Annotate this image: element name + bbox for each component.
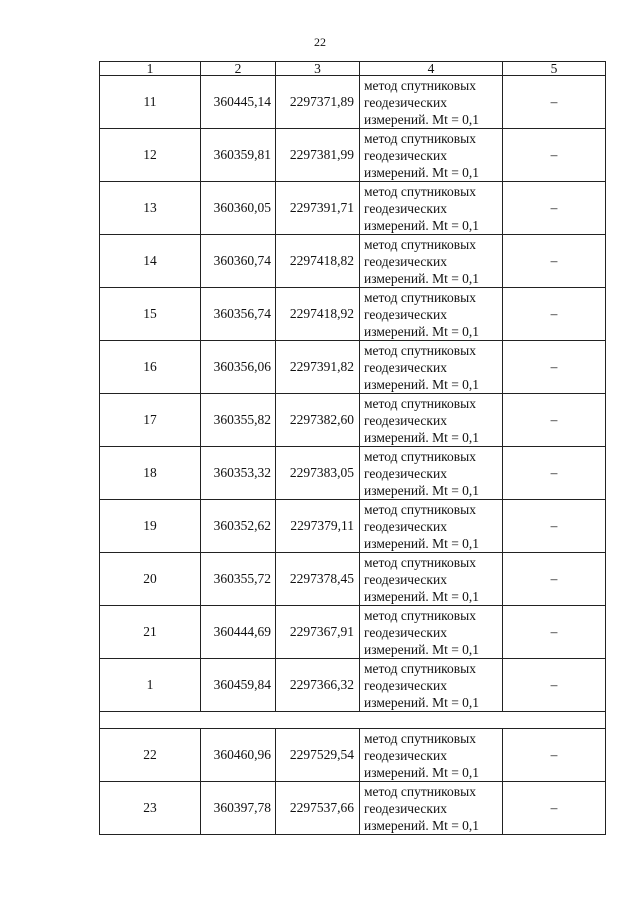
point-number-cell: 19 xyxy=(100,500,201,553)
coordinates-table xyxy=(99,61,606,835)
y-coordinate-cell: 2297366,32 xyxy=(276,659,360,712)
method-line: метод спутниковых xyxy=(364,289,476,305)
method-line: измерений. Mt = 0,1 xyxy=(364,429,480,445)
x-coordinate-cell: 360353,32 xyxy=(201,447,276,500)
y-coordinate-cell: 2297537,66 xyxy=(276,782,360,835)
note-cell: – xyxy=(503,553,606,606)
method-cell xyxy=(360,659,503,712)
method-line: метод спутниковых xyxy=(364,607,476,623)
method-line: измерений. Mt = 0,1 xyxy=(364,764,480,780)
y-coordinate-cell: 2297418,82 xyxy=(276,235,360,288)
method-line: метод спутниковых xyxy=(364,395,476,411)
method-line: метод спутниковых xyxy=(364,501,476,517)
x-coordinate-cell: 360355,72 xyxy=(201,553,276,606)
method-line: метод спутниковых xyxy=(364,660,476,676)
x-coordinate-cell: 360460,96 xyxy=(201,729,276,782)
table-row xyxy=(100,500,606,553)
table-row xyxy=(100,288,606,341)
method-line: измерений. Mt = 0,1 xyxy=(364,641,480,657)
y-coordinate-cell: 2297391,82 xyxy=(276,341,360,394)
method-line: измерений. Mt = 0,1 xyxy=(364,588,480,604)
method-line: измерений. Mt = 0,1 xyxy=(364,111,480,127)
y-coordinate-cell: 2297418,92 xyxy=(276,288,360,341)
y-coordinate-cell: 2297378,45 xyxy=(276,553,360,606)
method-line: геодезических xyxy=(364,747,447,763)
method-line: метод спутниковых xyxy=(364,77,476,93)
note-cell: – xyxy=(503,606,606,659)
point-number-cell: 13 xyxy=(100,182,201,235)
point-number-cell: 11 xyxy=(100,76,201,129)
method-cell xyxy=(360,606,503,659)
method-line: метод спутниковых xyxy=(364,783,476,799)
method-line: метод спутниковых xyxy=(364,236,476,252)
note-cell: – xyxy=(503,447,606,500)
point-number-cell: 15 xyxy=(100,288,201,341)
method-line: измерений. Mt = 0,1 xyxy=(364,694,480,710)
y-coordinate-cell: 2297383,05 xyxy=(276,447,360,500)
x-coordinate-cell: 360356,74 xyxy=(201,288,276,341)
y-coordinate-cell: 2297391,71 xyxy=(276,182,360,235)
method-line: метод спутниковых xyxy=(364,342,476,358)
table-row xyxy=(100,341,606,394)
header-col-3: 3 xyxy=(276,62,360,76)
x-coordinate-cell: 360445,14 xyxy=(201,76,276,129)
table-row xyxy=(100,782,606,835)
method-line: метод спутниковых xyxy=(364,554,476,570)
method-line: метод спутниковых xyxy=(364,448,476,464)
method-cell xyxy=(360,341,503,394)
method-line: геодезических xyxy=(364,677,447,693)
x-coordinate-cell: 360356,06 xyxy=(201,341,276,394)
method-cell xyxy=(360,182,503,235)
method-line: геодезических xyxy=(364,624,447,640)
x-coordinate-cell: 360360,05 xyxy=(201,182,276,235)
note-cell: – xyxy=(503,782,606,835)
note-cell: – xyxy=(503,129,606,182)
table-row xyxy=(100,76,606,129)
header-col-1: 1 xyxy=(100,62,201,76)
table-row xyxy=(100,394,606,447)
note-cell: – xyxy=(503,659,606,712)
x-coordinate-cell: 360360,74 xyxy=(201,235,276,288)
method-line: геодезических xyxy=(364,465,447,481)
method-cell xyxy=(360,782,503,835)
table-row xyxy=(100,235,606,288)
header-col-4: 4 xyxy=(360,62,503,76)
method-line: метод спутниковых xyxy=(364,130,476,146)
point-number-cell: 23 xyxy=(100,782,201,835)
note-cell: – xyxy=(503,288,606,341)
method-line: геодезических xyxy=(364,359,447,375)
y-coordinate-cell: 2297379,11 xyxy=(276,500,360,553)
point-number-cell: 14 xyxy=(100,235,201,288)
x-coordinate-cell: 360459,84 xyxy=(201,659,276,712)
header-col-2: 2 xyxy=(201,62,276,76)
method-line: геодезических xyxy=(364,94,447,110)
x-coordinate-cell: 360352,62 xyxy=(201,500,276,553)
method-cell xyxy=(360,288,503,341)
point-number-cell: 16 xyxy=(100,341,201,394)
method-cell xyxy=(360,500,503,553)
method-line: геодезических xyxy=(364,306,447,322)
x-coordinate-cell: 360355,82 xyxy=(201,394,276,447)
header-col-5: 5 xyxy=(503,62,606,76)
y-coordinate-cell: 2297382,60 xyxy=(276,394,360,447)
note-cell: – xyxy=(503,729,606,782)
table-row xyxy=(100,129,606,182)
method-line: измерений. Mt = 0,1 xyxy=(364,376,480,392)
y-coordinate-cell: 2297367,91 xyxy=(276,606,360,659)
method-cell xyxy=(360,447,503,500)
note-cell: – xyxy=(503,341,606,394)
note-cell: – xyxy=(503,394,606,447)
method-line: геодезических xyxy=(364,253,447,269)
method-cell xyxy=(360,394,503,447)
point-number-cell: 12 xyxy=(100,129,201,182)
method-cell xyxy=(360,235,503,288)
table-row xyxy=(100,553,606,606)
method-line: измерений. Mt = 0,1 xyxy=(364,535,480,551)
point-number-cell: 21 xyxy=(100,606,201,659)
method-line: измерений. Mt = 0,1 xyxy=(364,817,480,833)
note-cell: – xyxy=(503,235,606,288)
note-cell: – xyxy=(503,182,606,235)
point-number-cell: 22 xyxy=(100,729,201,782)
x-coordinate-cell: 360397,78 xyxy=(201,782,276,835)
method-line: геодезических xyxy=(364,571,447,587)
table-row xyxy=(100,606,606,659)
method-line: измерений. Mt = 0,1 xyxy=(364,270,480,286)
y-coordinate-cell: 2297381,99 xyxy=(276,129,360,182)
method-line: метод спутниковых xyxy=(364,183,476,199)
method-line: геодезических xyxy=(364,147,447,163)
y-coordinate-cell: 2297371,89 xyxy=(276,76,360,129)
x-coordinate-cell: 360359,81 xyxy=(201,129,276,182)
table-separator-row xyxy=(100,712,606,729)
coordinates-table-body xyxy=(100,62,606,835)
method-line: измерений. Mt = 0,1 xyxy=(364,164,480,180)
method-cell xyxy=(360,76,503,129)
method-line: метод спутниковых xyxy=(364,730,476,746)
method-line: геодезических xyxy=(364,200,447,216)
point-number-cell: 17 xyxy=(100,394,201,447)
table-row xyxy=(100,659,606,712)
method-line: измерений. Mt = 0,1 xyxy=(364,323,480,339)
table-row xyxy=(100,729,606,782)
point-number-cell: 1 xyxy=(100,659,201,712)
x-coordinate-cell: 360444,69 xyxy=(201,606,276,659)
method-line: геодезических xyxy=(364,412,447,428)
method-line: измерений. Mt = 0,1 xyxy=(364,482,480,498)
method-cell xyxy=(360,729,503,782)
table-header-row xyxy=(100,62,606,76)
point-number-cell: 18 xyxy=(100,447,201,500)
method-cell xyxy=(360,129,503,182)
method-line: измерений. Mt = 0,1 xyxy=(364,217,480,233)
point-number-cell: 20 xyxy=(100,553,201,606)
method-cell xyxy=(360,553,503,606)
y-coordinate-cell: 2297529,54 xyxy=(276,729,360,782)
separator-cell xyxy=(100,712,606,729)
table-row xyxy=(100,447,606,500)
table-row xyxy=(100,182,606,235)
method-line: геодезических xyxy=(364,800,447,816)
note-cell: – xyxy=(503,76,606,129)
method-line: геодезических xyxy=(364,518,447,534)
note-cell: – xyxy=(503,500,606,553)
page-number: 22 xyxy=(314,35,326,49)
